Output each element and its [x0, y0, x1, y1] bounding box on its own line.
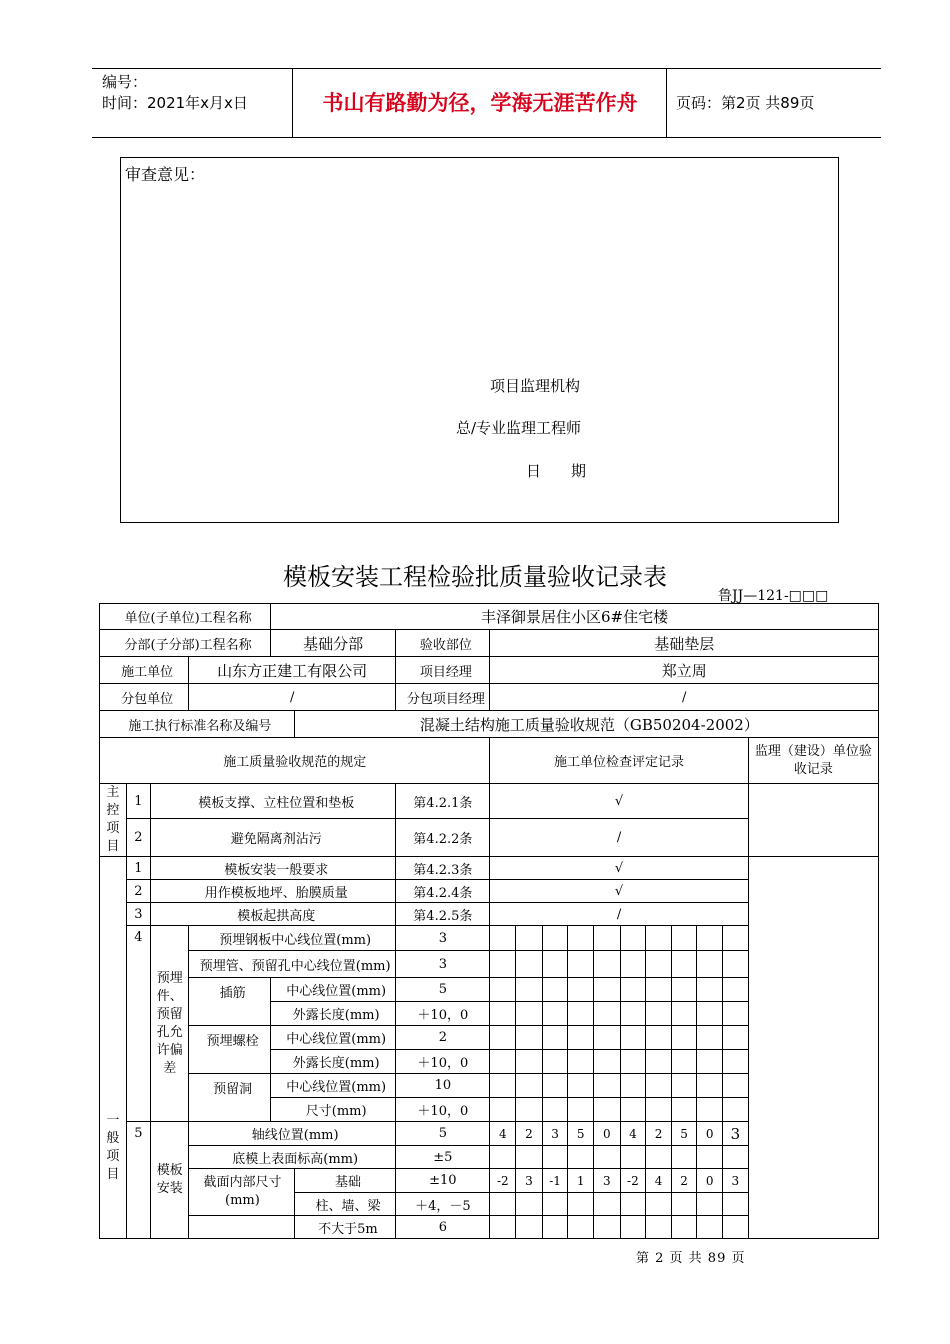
- item-no: 4: [126, 926, 151, 1122]
- sub-pm-value: /: [490, 684, 879, 711]
- header-divider: [292, 69, 293, 137]
- item5-value: ＋4，－5: [396, 1193, 490, 1216]
- check-cell: [490, 926, 516, 951]
- check-cell: [593, 1146, 620, 1169]
- check-cell: [671, 1193, 697, 1216]
- check-cell: [671, 1216, 697, 1239]
- sub-value: 基础分部: [271, 630, 396, 657]
- check-cell: [671, 1026, 697, 1050]
- check-cell: [516, 1050, 543, 1074]
- check-cell: [646, 1074, 672, 1098]
- check-cell: 0: [593, 1122, 620, 1146]
- check-cell: [620, 1050, 646, 1074]
- check-cell: [723, 1026, 749, 1050]
- check-cell: 3: [723, 1169, 749, 1193]
- item4-name: 预埋钢板中心线位置(mm): [189, 926, 396, 951]
- check-cell: [490, 1002, 516, 1026]
- sub-pm-label: 分包项目经理: [396, 684, 490, 711]
- item4-name: 预埋螺栓: [189, 1026, 271, 1074]
- item-no: 2: [126, 880, 151, 903]
- review-date: 日 期: [526, 462, 587, 480]
- check-cell: [593, 1050, 620, 1074]
- check-cell: [620, 978, 646, 1002]
- table-row: [100, 711, 879, 738]
- check-cell: 2: [671, 1169, 697, 1193]
- spec-header: 施工质量验收规范的规定: [100, 738, 490, 784]
- check-cell: [568, 1050, 594, 1074]
- item-result: √: [490, 784, 748, 819]
- form-title: 模板安装工程检验批质量验收记录表: [283, 563, 667, 591]
- check-cell: [490, 1098, 516, 1122]
- check-cell: 0: [697, 1122, 723, 1146]
- check-cell: [516, 926, 543, 951]
- item5-value: ±10: [396, 1169, 490, 1193]
- check-cell: [723, 951, 749, 978]
- item4-value: 3: [396, 926, 490, 951]
- check-cell: [490, 1050, 516, 1074]
- check-cell: [620, 1026, 646, 1050]
- check-cell: [568, 1216, 594, 1239]
- constructor-value: 山东方正建工有限公司: [189, 657, 396, 684]
- accept-part-label: 验收部位: [396, 630, 490, 657]
- check-cell: [542, 1146, 568, 1169]
- check-cell: 5: [568, 1122, 594, 1146]
- check-cell: [490, 1193, 516, 1216]
- check-cell: [542, 1050, 568, 1074]
- pm-label: 项目经理: [396, 657, 490, 684]
- header-motto: 书山有路勤为径，学海无涯苦作舟: [322, 91, 638, 115]
- unit-label: 单位(子单位)工程名称: [100, 604, 271, 630]
- standard-value: 混凝土结构施工质量验收规范（GB50204-2002）: [294, 711, 878, 738]
- check-cell: [620, 1146, 646, 1169]
- check-cell: [671, 978, 697, 1002]
- check-cell: [516, 951, 543, 978]
- check-cell: [697, 1002, 723, 1026]
- check-cell: -2: [620, 1169, 646, 1193]
- check-cell: [568, 926, 594, 951]
- check-cell: 3: [723, 1122, 749, 1146]
- check-cell: [620, 926, 646, 951]
- check-cell: [516, 978, 543, 1002]
- check-cell: [593, 951, 620, 978]
- item4-name: 插筋: [189, 978, 271, 1026]
- check-cell: 1: [568, 1169, 594, 1193]
- check-cell: -1: [542, 1169, 568, 1193]
- item5-name: 截面内部尺寸(mm): [189, 1169, 295, 1216]
- item5-spacer: [189, 1216, 295, 1239]
- item4-sub: 外露长度(mm): [271, 1002, 396, 1026]
- review-engineer: 总/专业监理工程师: [456, 419, 582, 437]
- item5-sub: 基础: [294, 1169, 395, 1193]
- check-cell: [516, 1002, 543, 1026]
- check-cell: [697, 1026, 723, 1050]
- time-label: 时间：2021年x月x日: [102, 94, 248, 112]
- table-row: [100, 684, 879, 711]
- check-cell: [646, 978, 672, 1002]
- check-cell: [490, 1216, 516, 1239]
- check-cell: 4: [490, 1122, 516, 1146]
- table-row: [100, 630, 879, 657]
- check-cell: 3: [593, 1169, 620, 1193]
- check-cell: [697, 1146, 723, 1169]
- check-cell: [723, 978, 749, 1002]
- item-no: 1: [126, 857, 151, 880]
- item5-name: 轴线位置(mm): [189, 1122, 396, 1146]
- item4-name: 预埋管、预留孔中心线位置(mm): [189, 951, 396, 978]
- accept-part-value: 基础垫层: [490, 630, 879, 657]
- item-no: 3: [126, 903, 151, 926]
- check-cell: [697, 926, 723, 951]
- item-clause: 第4.2.1条: [396, 784, 490, 819]
- check-cell: [568, 1146, 594, 1169]
- check-cell: [646, 926, 672, 951]
- check-cell: [620, 1074, 646, 1098]
- item-no: 1: [126, 784, 151, 819]
- check-cell: [593, 1026, 620, 1050]
- check-cell: [697, 978, 723, 1002]
- check-cell: [568, 1193, 594, 1216]
- check-cell: 4: [620, 1122, 646, 1146]
- check-cell: [697, 1074, 723, 1098]
- item4-name: 预留洞: [189, 1074, 271, 1122]
- inspection-table: [99, 603, 879, 1239]
- check-cell: [490, 1146, 516, 1169]
- table-row: [100, 738, 879, 784]
- check-cell: [671, 1050, 697, 1074]
- check-cell: [542, 951, 568, 978]
- check-cell: 3: [542, 1122, 568, 1146]
- check-cell: [593, 1216, 620, 1239]
- number-label: 编号：: [102, 73, 148, 91]
- pm-value: 郑立周: [490, 657, 879, 684]
- item4-value: 2: [396, 1026, 490, 1050]
- check-cell: [490, 1074, 516, 1098]
- item-clause: 第4.2.4条: [396, 880, 490, 903]
- check-cell: [516, 1098, 543, 1122]
- check-cell: [697, 1193, 723, 1216]
- item-name: 用作模板地坪、胎膜质量: [151, 880, 396, 903]
- check-cell: [723, 1193, 749, 1216]
- check-cell: [568, 951, 594, 978]
- sub-label: 分部(子分部)工程名称: [100, 630, 271, 657]
- table-row: [100, 657, 879, 684]
- check-cell: [646, 1146, 672, 1169]
- item4-sub: 中心线位置(mm): [271, 1026, 396, 1050]
- item4-value: ＋10，0: [396, 1098, 490, 1122]
- item-no: 2: [126, 819, 151, 857]
- check-cell: [490, 951, 516, 978]
- check-cell: [542, 1216, 568, 1239]
- item5-name: 底模上表面标高(mm): [189, 1146, 396, 1169]
- constructor-label: 施工单位: [100, 657, 189, 684]
- check-cell: [646, 1026, 672, 1050]
- item-clause: 第4.2.3条: [396, 857, 490, 880]
- check-cell: [542, 1026, 568, 1050]
- item-name: 模板支撑、立柱位置和垫板: [151, 784, 396, 819]
- check-cell: [620, 1098, 646, 1122]
- check-cell: [620, 951, 646, 978]
- item5-group: 模板安装: [151, 1122, 189, 1239]
- check-cell: [542, 978, 568, 1002]
- item4-group: 预埋件、预留孔允许偏差: [151, 926, 189, 1122]
- check-cell: 3: [516, 1169, 543, 1193]
- check-cell: [542, 1002, 568, 1026]
- item-clause: 第4.2.2条: [396, 819, 490, 857]
- item4-value: ＋10，0: [396, 1050, 490, 1074]
- item-result: /: [490, 819, 748, 857]
- check-cell: [568, 1098, 594, 1122]
- check-cell: [723, 1216, 749, 1239]
- table-row: [100, 604, 879, 630]
- item-result: √: [490, 880, 748, 903]
- check-cell: [568, 1002, 594, 1026]
- check-cell: 2: [646, 1122, 672, 1146]
- check-cell: [697, 951, 723, 978]
- check-cell: [723, 1146, 749, 1169]
- item5-value: 5: [396, 1122, 490, 1146]
- item4-value: 5: [396, 978, 490, 1002]
- check-cell: [671, 1098, 697, 1122]
- item-name: 避免隔离剂沾污: [151, 819, 396, 857]
- subcontractor-label: 分包单位: [100, 684, 189, 711]
- item4-sub: 尺寸(mm): [271, 1098, 396, 1122]
- check-cell: [646, 1002, 672, 1026]
- check-header: 施工单位检查评定记录: [490, 738, 748, 784]
- item5-sub: 柱、墙、梁: [294, 1193, 395, 1216]
- check-cell: 0: [697, 1169, 723, 1193]
- supervisor-cell: [748, 784, 878, 857]
- item-result: /: [490, 903, 748, 926]
- item-name: 模板安装一般要求: [151, 857, 396, 880]
- check-cell: [671, 1074, 697, 1098]
- header-meta: [102, 72, 248, 114]
- check-cell: [568, 1026, 594, 1050]
- page-header: [92, 68, 881, 138]
- check-cell: [697, 1050, 723, 1074]
- unit-value: 丰泽御景居住小区6#住宅楼: [271, 604, 879, 630]
- check-cell: [568, 1074, 594, 1098]
- review-box: [120, 157, 839, 523]
- check-cell: [542, 1074, 568, 1098]
- check-cell: [490, 978, 516, 1002]
- check-cell: [723, 1074, 749, 1098]
- check-cell: [593, 978, 620, 1002]
- check-cell: [620, 1193, 646, 1216]
- check-cell: [723, 926, 749, 951]
- item5-value: ±5: [396, 1146, 490, 1169]
- review-org: 项目监理机构: [490, 377, 581, 395]
- item5-sub: 不大于5m: [294, 1216, 395, 1239]
- check-cell: [671, 951, 697, 978]
- check-cell: [516, 1074, 543, 1098]
- check-cell: [542, 926, 568, 951]
- standard-label: 施工执行标准名称及编号: [100, 711, 295, 738]
- check-cell: [723, 1050, 749, 1074]
- check-cell: 4: [646, 1169, 672, 1193]
- check-cell: [723, 1098, 749, 1122]
- item-name: 模板起拱高度: [151, 903, 396, 926]
- header-page-number: 页码：第2页 共89页: [676, 94, 815, 112]
- check-cell: [593, 926, 620, 951]
- item4-value: ＋10，0: [396, 1002, 490, 1026]
- main-label: 主控项目: [100, 784, 127, 857]
- item-result: √: [490, 857, 748, 880]
- check-cell: [646, 1216, 672, 1239]
- check-cell: [646, 1193, 672, 1216]
- item-no: 5: [126, 1122, 151, 1239]
- item4-sub: 外露长度(mm): [271, 1050, 396, 1074]
- item5-value: 6: [396, 1216, 490, 1239]
- check-cell: [646, 1098, 672, 1122]
- item4-value: 3: [396, 951, 490, 978]
- check-cell: [568, 978, 594, 1002]
- check-cell: [671, 1146, 697, 1169]
- header-divider: [666, 69, 667, 137]
- check-cell: [516, 1026, 543, 1050]
- check-cell: [593, 1002, 620, 1026]
- check-cell: [671, 926, 697, 951]
- general-label: 一般项目: [100, 857, 127, 1239]
- supervisor-header: 监理（建设）单位验收记录: [748, 738, 878, 784]
- table-row: [100, 857, 879, 880]
- item4-value: 10: [396, 1074, 490, 1098]
- check-cell: [697, 1098, 723, 1122]
- check-cell: [542, 1193, 568, 1216]
- check-cell: [620, 1002, 646, 1026]
- check-cell: [542, 1098, 568, 1122]
- check-cell: [593, 1098, 620, 1122]
- check-cell: [490, 1026, 516, 1050]
- check-cell: 5: [671, 1122, 697, 1146]
- check-cell: [516, 1193, 543, 1216]
- check-cell: 2: [516, 1122, 543, 1146]
- item-clause: 第4.2.5条: [396, 903, 490, 926]
- check-cell: [593, 1193, 620, 1216]
- check-cell: [723, 1002, 749, 1026]
- table-row: [100, 784, 879, 819]
- check-cell: [516, 1216, 543, 1239]
- check-cell: [671, 1002, 697, 1026]
- check-cell: [516, 1146, 543, 1169]
- item4-sub: 中心线位置(mm): [271, 1074, 396, 1098]
- check-cell: [646, 951, 672, 978]
- check-cell: [620, 1216, 646, 1239]
- subcontractor-value: /: [189, 684, 396, 711]
- review-label: 审查意见：: [125, 165, 206, 184]
- check-cell: -2: [490, 1169, 516, 1193]
- form-code: 鲁JJ—121-□□□: [718, 588, 829, 604]
- check-cell: [593, 1074, 620, 1098]
- page-footer: 第 2 页 共 89 页: [636, 1251, 746, 1266]
- check-cell: [646, 1050, 672, 1074]
- check-cell: [697, 1216, 723, 1239]
- item4-sub: 中心线位置(mm): [271, 978, 396, 1002]
- supervisor-cell: [748, 857, 878, 1239]
